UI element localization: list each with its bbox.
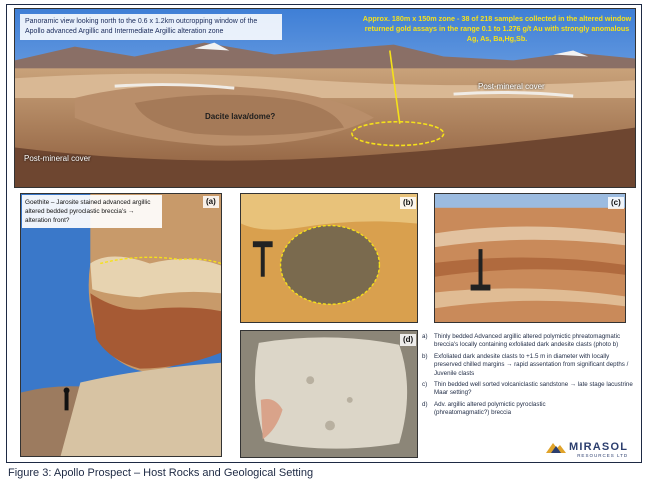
panel-b-tag: (b)	[400, 197, 416, 209]
note-a	[422, 333, 634, 350]
note-text: Adv. argillic altered polymictic pyroclastic (phreatomagmatic?) breccia	[434, 400, 546, 417]
panel-d-photo	[240, 330, 418, 458]
note-letter: a)	[422, 333, 428, 340]
note-d	[422, 401, 634, 418]
note-text: Thin bedded well sorted volcaniclastic sandstone → late stage lacustrine Maar setting?	[434, 381, 633, 397]
logo-subtitle: RESOURCES LTD	[577, 452, 629, 458]
note-letter: c)	[422, 381, 428, 389]
panel-d-tag: (d)	[400, 334, 416, 346]
panel-b-photo	[240, 193, 418, 323]
figure-caption: Figure 3: Apollo Prospect – Host Rocks and Geological Setting	[8, 467, 314, 479]
note-letter: b)	[422, 352, 428, 360]
mountain-logo-icon	[546, 440, 566, 459]
note-letter: d)	[422, 400, 428, 408]
post-mineral-cover-right-label: Post-mineral cover	[478, 82, 545, 91]
panel-c-tag: (c)	[608, 197, 624, 209]
dacite-label: Dacite lava/dome?	[205, 112, 276, 121]
note-text: Thinly bedded Advanced argillic altered polymictic phreatomagmatic breccia's locally containing exfoliated dark andesite clasts (photo b)	[434, 333, 621, 349]
panel-c-photo	[434, 193, 626, 323]
note-c	[422, 381, 634, 398]
logo-name: MIRASOL	[569, 440, 629, 453]
note-b	[422, 353, 634, 378]
panel-a-tag: (a)	[203, 196, 219, 208]
gold-assay-callout: Approx. 180m x 150m zone - 38 of 218 samples collected in the altered window returned gold assays in the range 0.1 to 1.276 g/t Au with strongly anomalous Ag, As, Ba,Hg,Sb.	[362, 14, 632, 43]
note-text: Exfoliated dark andesite clasts to +1.5 m in diameter with locally preserved chilled margins → rapid assentation from significant depths / Juvenile clasts	[434, 352, 629, 377]
goethite-note: Goethite – Jarosite stained advanced argillic altered bedded pyroclastic breccia's → alteration front?	[22, 195, 162, 228]
post-mineral-cover-left-label: Post-mineral cover	[24, 154, 91, 163]
panel-a-photo	[20, 193, 222, 457]
mirasol-logo	[546, 440, 628, 459]
notes-list	[422, 333, 634, 421]
panorama-caption: Panoramic view looking north to the 0.6 x 1.2km outcropping window of the Apollo advanced Argillic and Intermediate Argillic alteration zone	[20, 14, 282, 40]
